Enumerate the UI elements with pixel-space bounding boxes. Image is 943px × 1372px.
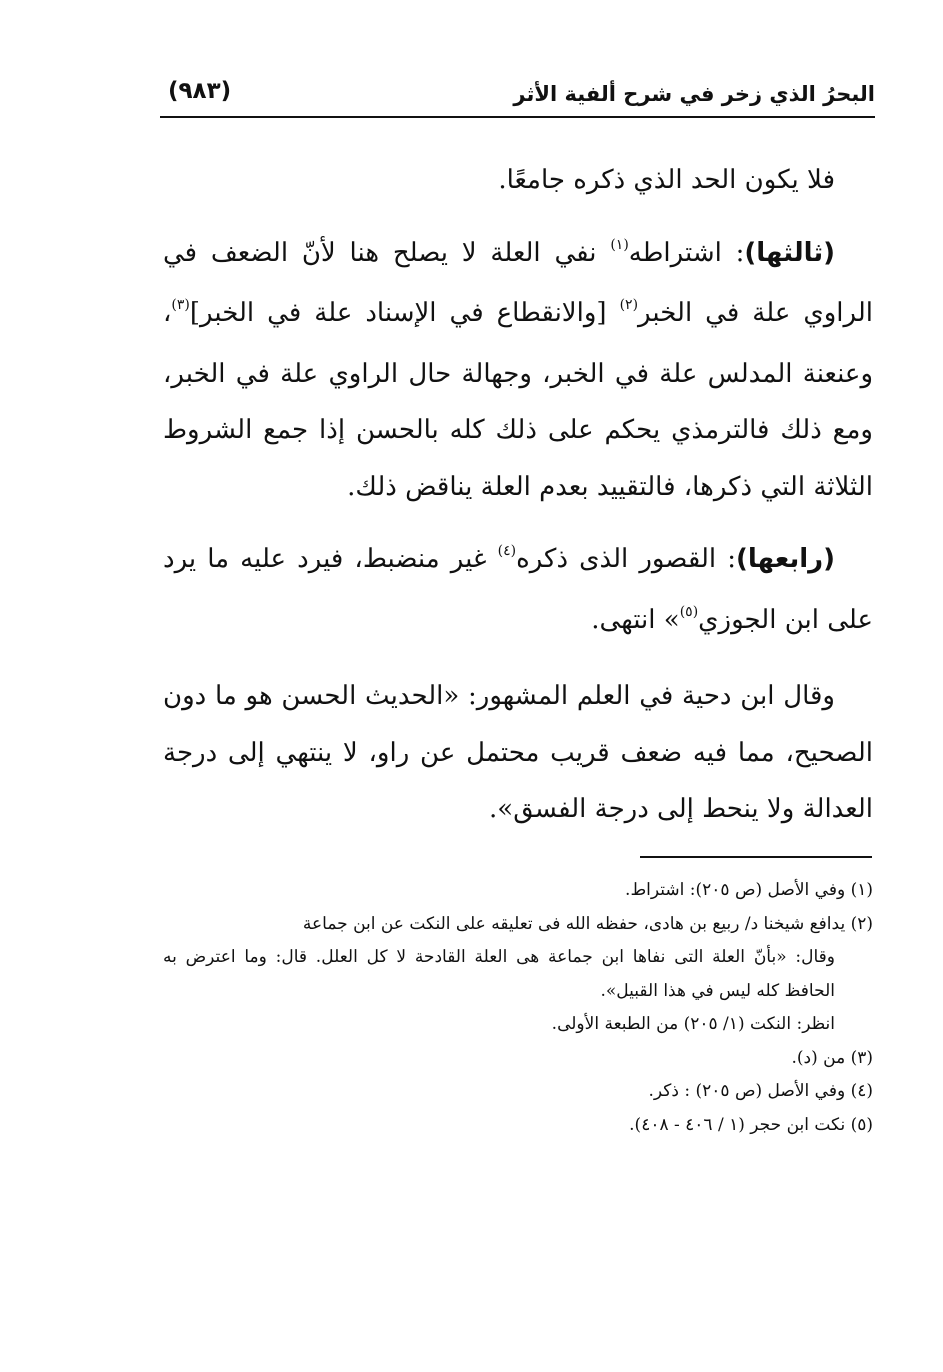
footnote-ref-5: (٥)	[679, 603, 699, 620]
paragraph-2-text-d: ، وعنعنة المدلس علة في الخبر، وجهالة حال الراوي علة في الخبر، ومع ذلك فالترمذي يحكم على ذلك كله بالحسن إذا جمع الشروط الثلاثة التي ذكرها، فالتقييد بعدم العلة يناقض ذلك.	[163, 298, 873, 502]
footnote-4: (٤) وفي الأصل (ص ٢٠٥) : ذكر.	[648, 1081, 873, 1101]
footnote-ref-2: (٢)	[619, 297, 639, 313]
running-header	[160, 70, 875, 118]
footnote-2: (٢) يدافع شيخنا د/ ربيع بن هادى، حفظه الله فى تعليقه على النكت عن ابن جماعة	[302, 913, 873, 934]
page-number: (٩٨٣)	[168, 78, 232, 104]
paragraph-1-text: فلا يكون الحد الذي ذكره جامعًا.	[498, 165, 835, 195]
footnote-2-reference: انظر: النكت (١/ ٢٠٥) من الطبعة الأولى.	[551, 1014, 835, 1034]
paragraph-1	[163, 152, 873, 209]
footnote-5: (٥) نكت ابن حجر (١ / ٤٠٦ - ٤٠٨).	[629, 1114, 873, 1135]
footnote-divider	[640, 856, 872, 858]
footnote-3: (٣) من (د).	[791, 1047, 873, 1068]
paragraph-2-lead: (ثالثها)	[744, 237, 835, 268]
paragraph-2-text-c: [والانقطاع في الإسناد علة في الخبر]	[189, 298, 620, 328]
footnote-1: (١) وفي الأصل (ص ٢٠٥): اشتراط.	[625, 880, 873, 900]
paragraph-3-text-b: غير منضبط، فيرد عليه ما يرد على ابن الجوزي	[163, 544, 873, 635]
paragraph-3-text-c: » انتهى.	[591, 604, 680, 635]
paragraph-2-text-a: : اشتراطه	[628, 237, 745, 268]
footnote-ref-4: (٤)	[497, 543, 517, 559]
paragraph-2-text-b: نفي العلة لا يصلح هنا لأنّ الضعف في الراوي علة في الخبر	[163, 237, 873, 328]
book-title: البحرُ الذي زخر في شرح ألفية الأثر	[513, 82, 875, 106]
footnotes	[163, 874, 873, 1142]
paragraph-3	[163, 531, 873, 652]
footnote-2-continuation: وقال: «بأنّ العلة التى نفاها ابن جماعة هى العلة القادحة لا كل العلل. قال: وما اعترض به الحافظ كله ليس في هذا القبيل».	[163, 947, 835, 1001]
footnote-ref-3: (٣)	[171, 297, 190, 313]
paragraph-3-lead: (رابعها)	[736, 544, 836, 574]
footnote-ref-1: (١)	[610, 236, 629, 253]
paragraph-4-text: وقال ابن دحية في العلم المشهور: «الحديث الحسن هو ما دون الصحيح، مما فيه ضعف قريب محتمل عن راو، لا ينتهي إلى درجة العدالة ولا ينحط إلى درجة الفسق».	[163, 681, 873, 824]
paragraph-2	[163, 225, 873, 516]
main-text	[163, 152, 873, 838]
paragraph-3-text-a: : القصور الذى ذكره	[516, 544, 736, 574]
paragraph-4	[163, 668, 873, 838]
